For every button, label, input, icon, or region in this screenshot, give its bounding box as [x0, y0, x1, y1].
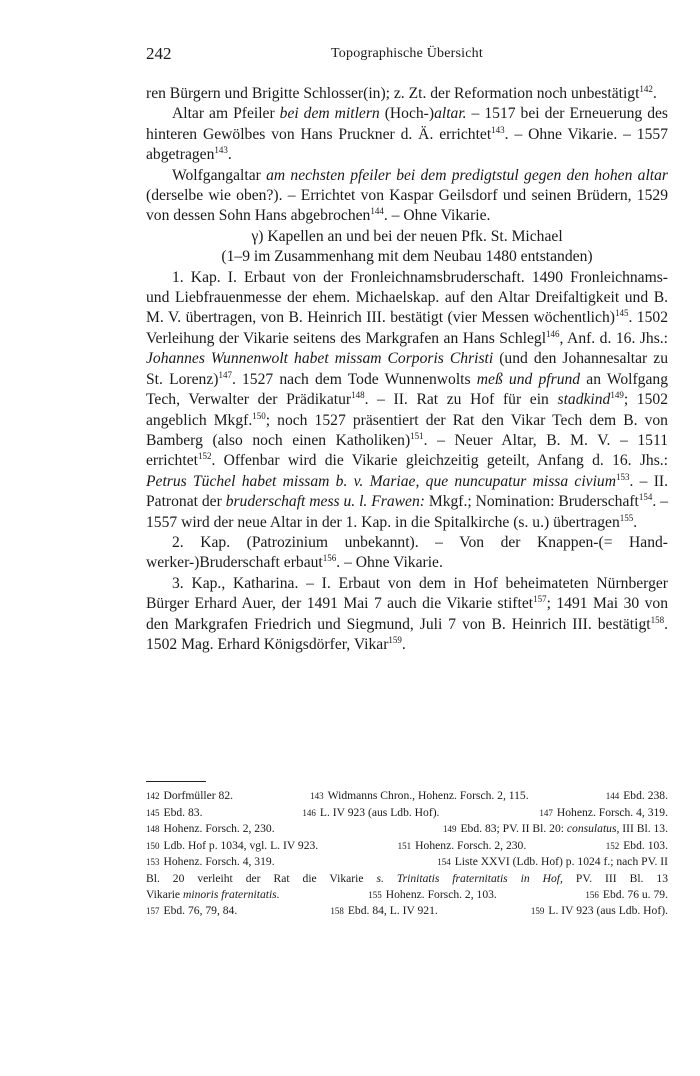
footnote: 150 Ldb. Hof p. 1034, vgl. L. IV 923.	[146, 838, 319, 852]
footnote: 151 Hohenz. Forsch. 2, 230.	[397, 838, 527, 852]
footnote: 147 Hohenz. Forsch. 4, 319.	[539, 805, 668, 819]
footnote-line	[146, 788, 668, 805]
paragraph: 1. Kap. I. Erbaut von der Fronleichnamsbruderschaft. 1490 Fronleichnams- und Liebfrauenmesse der ehem. Michaelskap. auf den Altar Dreifaltigkeit und B. M. V. übertragen, von B. Heinrich III. bestätigt (vier Messen wöchentlich)$^{145}$. 1502 Verleihung der Vikarie seitens des Markgrafen an Hans Schlegl$^{146}$, Anf. d. 16. Jhs.: Johannes Wunnenwolt habet missam Corporis Christi (und den Johannesaltar zu St. Lorenz)$^{147}$. 1527 nach dem Tode Wunnenwolts meß und pfrund an Wolfgang Tech, Verwalter der Prädikatur$^{148}$. – II. Rat zu Hof für ein stadkind$^{149}$; 1502 angeblich Mkgf.$^{150}$; noch 1527 präsentiert der Rat den Vikar Tech dem B. von Bamberg (also noch einen Katholiken)$^{151}$. – Neuer Altar, B. M. V. – 1511 errichtet$^{152}$. Offenbar wird die Vikarie gleichzeitig geteilt, Anfang d. 16. Jhs.: Petrus Tüchel habet missam b. v. Mariae, que nuncupatur missa civium$^{153}$. – II. Patronat der bruderschaft mess u. l. Frawen: Mkgf.; Nomination: Bruderschaft$^{154}$. – 1557 wird der neue Altar in der 1. Kap. in die Spitalkirche (s. u.) übertragen$^{155}$.	[146, 268, 668, 531]
footnotes	[146, 788, 668, 920]
footnote: 146 L. IV 923 (aus Ldb. Hof).	[302, 805, 440, 819]
footnote: 153 Hohenz. Forsch. 4, 319.	[146, 855, 275, 869]
paragraph: 3. Kap., Katharina. – I. Erbaut von dem in Hof beheimateten Nürnberger Bürger Erhard Auer, der 1491 Mai 7 auch die Vikarie stiftet$^{157}$; 1491 Mai 30 von den Markgrafen Friedrich und Siegmund, Juli 7 von B. Heinrich III. bestätigt$^{158}$. 1502 Mag. Erhard Königsdörfer, Vikar$^{159}$.	[146, 574, 668, 653]
footnote-line	[146, 854, 668, 871]
section-heading: γ) Kapellen an und bei der neuen Pfk. St. Michael	[251, 227, 563, 245]
footnote-line	[146, 903, 668, 920]
footnote: 157 Ebd. 76, 79, 84.	[146, 904, 238, 918]
footnote: 144 Ebd. 238.	[605, 789, 668, 802]
footnote-line	[146, 887, 668, 904]
paragraph: Wolfgangaltar am nechsten pfeiler bei dem predigtstul gegen den hohen altar (derselbe wie oben?). – Errichtet von Kaspar Geilsdorf und seinen Brüdern, 1529 von dessen Sohn Hans abgebrochen$^{144}$. – Ohne Vikarie.	[146, 166, 668, 225]
footnote: 143 Widmanns Chron., Hohenz. Forsch. 2, 115.	[310, 789, 529, 802]
footnote: 159 L. IV 923 (aus Ldb. Hof).	[530, 904, 668, 918]
footnote: 156 Ebd. 76 u. 79.	[585, 887, 668, 901]
footnote: 149 Ebd. 83; PV. II Bl. 20: consulatus, III Bl. 13.	[442, 822, 668, 836]
footnote: 148 Hohenz. Forsch. 2, 230.	[146, 822, 275, 836]
footnote: 155 Hohenz. Forsch. 2, 103.	[368, 887, 497, 901]
footnote: Vikarie minoris fraternitatis.	[146, 887, 280, 901]
paragraph: 2. Kap. (Patrozinium unbekannt). – Von der Knappen-(= Handwerker-)Bruderschaft erbaut$^{156}$. – Ohne Vikarie.	[146, 533, 668, 572]
section-subheading: (1–9 im Zusammenhang mit dem Neubau 1480 entstanden)	[221, 248, 593, 266]
paragraph: Altar am Pfeiler bei dem mitlern (Hoch-)altar. – 1517 bei der Erneuerung des hinteren Gewölbes von Hans Pruckner d. Ä. errichtet$^{143}$. – Ohne Vikarie. – 1557 abgetragen$^{143}$.	[146, 105, 668, 164]
footnote: 145 Ebd. 83.	[146, 805, 203, 819]
footnote-line	[146, 838, 668, 855]
page-number: 242	[146, 44, 172, 63]
running-title: Topographische Übersicht	[331, 46, 483, 61]
footnote-line: Bl. 20 verleiht der Rat die Vikarie s. Trinitatis fraternitatis in Hof, PV. III Bl. 13	[146, 871, 668, 885]
footnote-divider	[146, 781, 206, 782]
footnote: 142 Dorfmüller 82.	[146, 789, 234, 802]
page-header	[146, 44, 668, 68]
footnote: 154 Liste XXVI (Ldb. Hof) p. 1024 f.; nach PV. II	[437, 855, 668, 869]
footnote-line	[146, 821, 668, 838]
paragraph: ren Bürgern und Brigitte Schlosser(in); z. Zt. der Reformation noch unbestätigt$^{142}$.	[146, 84, 657, 102]
footnote: 158 Ebd. 84, L. IV 921.	[330, 904, 438, 918]
main-text	[146, 84, 668, 655]
footnote: 152 Ebd. 103.	[605, 838, 668, 852]
footnote-line	[146, 805, 668, 822]
